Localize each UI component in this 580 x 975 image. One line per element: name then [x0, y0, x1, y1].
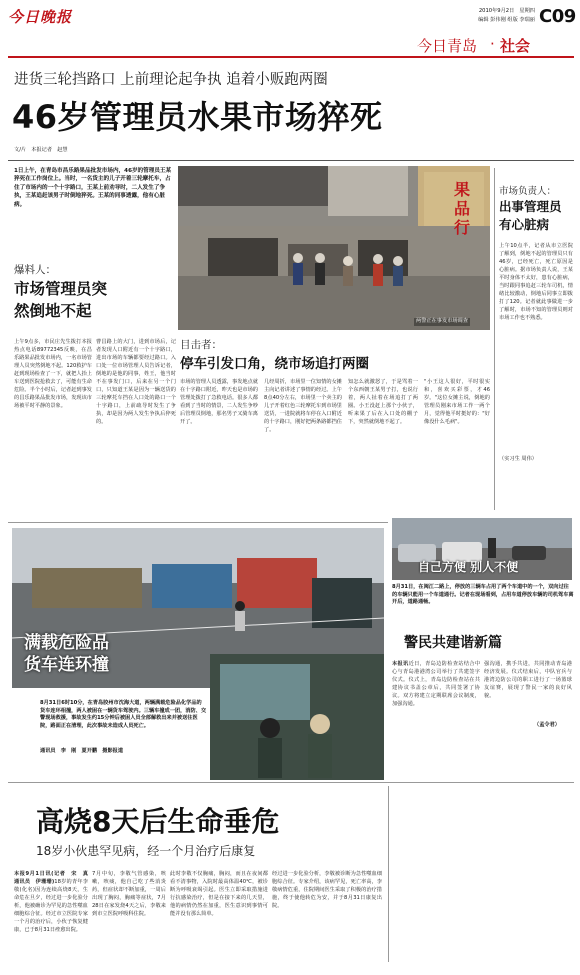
sub2-text-c: 知怎么就激怒了，于是骂着一个东西朝王某男子打，也说行着，两人扯着在场追打了两圈。小王没赶上那个小伙子，听来果了后在入口处的棚子下，突然就倒地不起了。	[348, 379, 418, 425]
date-line: 2010年9月2日 星期四	[478, 8, 535, 14]
sub1-text-b: 曹昌路上的大门，进到市场后，记者发现人口附近有一个十字路口，进出市场的车辆都要经过路口。入口处一位市场管理人员告诉记者，倒地的是他的同事，姓王，他当时不在事发门口，后来在另一个门口，只知道王某是因为一辆送货的三轮摩托车挡在人口处的路口一个十字路口，上前疏导时发生了争执，却是因为两人发生争执后猝死的。	[96, 339, 176, 425]
sub2-text-d: "小王这人很好，平时很实和，喜欢买彩票，才46岁。"这位女摊主说，倒地的管理员刚来市场工作一两个月，觉得他平时挺好的："好像没什么毛病"。	[424, 379, 490, 425]
sub1-label: 爆料人：	[14, 264, 56, 276]
market-photo	[178, 166, 490, 330]
masthead	[0, 0, 580, 58]
story4-text-a-body: 18岁的青年李敬(化名)因为连续高烧8天，生命危在旦夕，经过进一步化验分析，他被确诊为罕见的急性噬血细胞综合征。经过市立医院专家一个月的治疗后，小伙子恢复健康，已于8月31日痊愈出院。	[14, 879, 88, 933]
story3-text-a	[392, 660, 480, 750]
sub3-title: 出事管理员有心脏病	[499, 199, 562, 232]
story3-text-a-body: 近日，青岛边防检查站结合中心与青岛港港湾公司举行了共建签字仪式。仪式上，青岛边防检查站在共建协议书盖公章后，共同签署了协议。双方将建立定期联席会议制度，加强沟通。	[392, 661, 480, 707]
sub2-label: 目击者：	[180, 339, 222, 351]
divider	[8, 160, 574, 161]
newspaper-logo: 今日晚报	[8, 8, 73, 26]
accident-credit: 通讯员 李 刚 夏开鹏 摄影报道	[40, 748, 124, 754]
story4-text-b: 7月中旬，李敬气管感染，咳嗽，咳痰，他自己吃了些消炎药，但症状却不断加重，一周后出现了胸闷，胸痛等症状，7月28日在家发烧4天之后，李敬来到市立医院呼吸科住院。	[92, 871, 166, 917]
story1-headline: 46岁管理员水果市场猝死	[12, 98, 383, 136]
sub1-text-a: 上午9点多，市民庄先生拨打本报热点电话89772345反映，在昌乐路果品批发市场内，一名市场管理人员突然倒地不起。120救护车赶到现场检查了一下，就把人抬上车送到医院抢救去了，可能有生命危险。半个小时后，记者赶到事发的昌乐路果品批发市场，发现该市场被平时平静的景象。	[14, 339, 92, 409]
section-dot: ·	[490, 35, 495, 53]
sub3-text: 上午10点半，记者从市立医院了解到，倒地不起的管理员只有46岁，已经死亡，死亡原因是心脏病。据市场负责人说，王某平时身体不太好，患有心脏病，当时跟同事追赶三轮车司机，情绪比较激动，倒地后同事立即拨打了120。记者就此事做进一步了解时，市场不知的管理员则对市场工作也不熟悉。	[499, 243, 573, 321]
sub2-text-b: 几经周折，市场里一位知情的女摊主向记者讲述了事情的经过。上午8点40分左右，市场里一个卖主的儿子开着红色三轮摩托车到市场里送货，一进院就将车停在入口附近的十字路口，刚好把两条路都挡住了。	[264, 379, 342, 433]
sub2-title: 停车引发口角，绕市场追打两圈	[180, 356, 369, 372]
sub3-label: 市场负责人：	[499, 186, 557, 197]
masthead-rule	[8, 56, 574, 58]
parking-photo	[392, 518, 572, 580]
story3-headline: 警民共建谐新篇	[404, 635, 502, 651]
parking-photo-caption: 自己方便 别人不便	[418, 560, 519, 574]
story3-byline: 本报讯	[392, 661, 409, 667]
divider	[8, 522, 388, 523]
section-banner	[405, 34, 575, 54]
accident-photo-title-1: 满载危险品	[24, 633, 109, 653]
sub1-title: 市场管理员突然倒地不起	[14, 280, 108, 320]
story3-author: （孟令君）	[534, 722, 560, 728]
story4-text-a	[14, 870, 94, 966]
story4-lead-byline: 本报9月1日讯(记者 宋 真 通讯员 伊珊珊)	[14, 871, 94, 885]
divider	[388, 786, 389, 962]
story3-text-b: 强沟通，携手共进，共同推动青岛港经济发展。仪式结束后，中队官兵与港湾边防公司的职工进行了一场篮球友谊赛，展现了警民一家的良好风貌。	[484, 661, 572, 699]
sub2-text-a: 市场的管理人员透露，事发地点就在十字路口附近，昨天也是市场的管理处拨打了急救电话。很多人都看到了当时的情景，二人发生争吵后管理员倒地，那名男子又骑车离开了。	[180, 379, 258, 425]
story1-lead: 1日上午，在青岛市昌乐路果品批发市场内，46岁的管理员王某猝死在工作岗位上。当时，一名货主的儿子开着三轮摩托车，占住了市场内的一个十字路口，王某上前劝导时，二人发生了争执，王某追赶该男子时倒地猝死。王某的同事透露，他有心脏病。	[14, 168, 172, 208]
market-photo-sign: 果 品 行	[454, 180, 471, 237]
parking-photo-desc: 8月31日，在闽江二路上，停放的三辆车占用了两个车道中的一个，双向过往的车辆只能用一个车道通行。记者在现场看到，占用车道停放车辆的司机驾车离开后，道路通畅。	[392, 584, 574, 606]
section-name: 社会	[500, 37, 531, 55]
story4-text-d: 经过进一步化验分析，李敬被诊断为急性噬血细胞综合征。专家介绍，该病罕见，死亡率高，李敬病情危重，住院期间医生采取了积极的治疗措施，终于使他转危为安，并于8月31日康复出院。	[272, 871, 382, 909]
story4-text-c: 此时李敬不仅胸痛，胸闷，而且在夜间都看不清事物，入院时最高体温40℃，被诊断为呼吸衰竭引起。医生立即采取措施进行抗感染治疗，但是在接下来的几天里，他的病情仍然在加重，医生意识到事情可能并没有那么简单。	[170, 871, 268, 917]
page-number: C09	[539, 6, 576, 27]
editor-line: 编辑 彭伟刚 组版 李瑞丽	[478, 17, 535, 23]
market-photo-art	[178, 166, 490, 330]
rescue-photo	[210, 654, 384, 780]
story1-kicker: 进货三轮挡路口 上前理论起争执 追着小贩跑两圈	[14, 72, 328, 88]
accident-caption: 8月31日6时10分，在青岛胶州市沈海大道，两辆满载危险品化学品的货车连环相撞，两人被困在一辆货车驾驶内。三辆车撞成一团，消防、交警现场救援，事故发生约15分钟后被困人员全部解救出来并被送往医院，路面正在清理，此次事故未造成人员死亡。	[40, 700, 207, 729]
divider	[8, 782, 574, 783]
section-city: 今日青岛	[417, 37, 478, 55]
market-photo-caption: 两警正在事发市场调查	[416, 318, 468, 324]
divider	[494, 168, 495, 510]
story4-headline: 高烧8天后生命垂危	[36, 805, 280, 838]
accident-photo-title-2: 货车连环撞	[24, 655, 109, 675]
story4-subhead: 18岁小伙患罕见病，经一个月治疗后康复	[36, 844, 256, 858]
sub3-note: （实习生 周伟）	[499, 456, 537, 462]
rescue-photo-art	[210, 654, 384, 780]
story1-byline: 文/片 本报记者 赵慧	[14, 147, 68, 153]
